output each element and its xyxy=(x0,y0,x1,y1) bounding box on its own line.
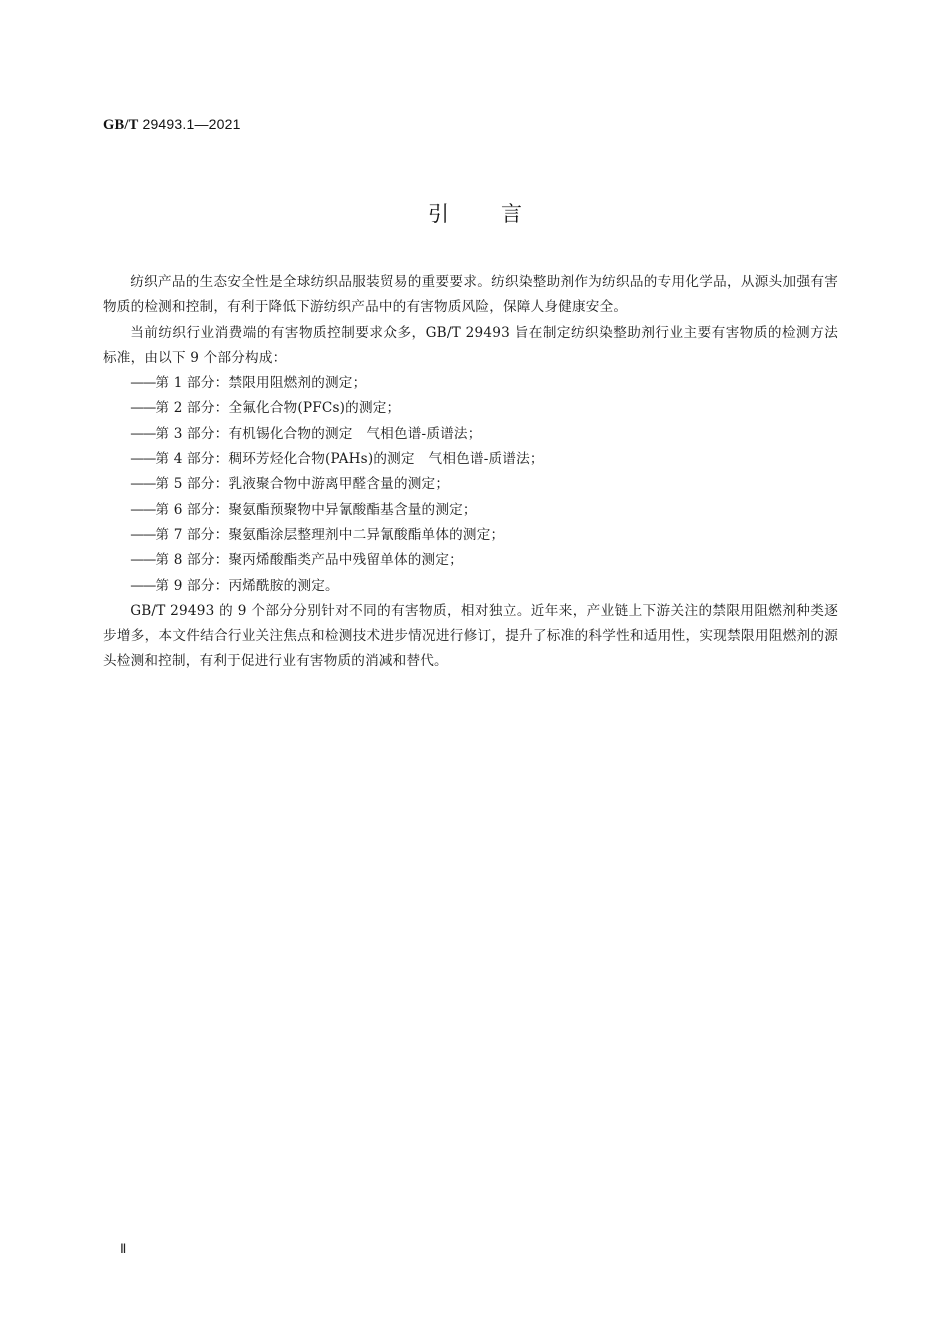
paragraph-2: 当前纺织行业消费端的有害物质控制要求众多，GB/T 29493 旨在制定纺织染整助剂行业主要有害物质的检测方法标准，由以下 9 个部分构成： xyxy=(103,324,838,366)
standard-number-header xyxy=(103,116,241,134)
list-item xyxy=(103,574,838,599)
page-number: Ⅱ xyxy=(120,1241,127,1256)
standard-number: 29493.1—2021 xyxy=(142,116,241,132)
list-item xyxy=(103,498,838,523)
list-item-text: 第 6 部分：聚氨酯预聚物中异氰酸酯基含量的测定； xyxy=(155,501,477,518)
list-item-text: 第 7 部分：聚氨酯涂层整理剂中二异氰酸酯单体的测定； xyxy=(155,526,505,543)
list-dash: —— xyxy=(130,451,156,468)
list-item-text: 第 5 部分：乳液聚合物中游离甲醛含量的测定； xyxy=(155,476,450,493)
list-item-text: 第 9 部分：丙烯酰胺的测定。 xyxy=(155,577,339,594)
list-item-text: 第 4 部分：稠环芳烃化合物(PAHs)的测定 气相色谱-质谱法； xyxy=(155,451,544,468)
introduction-body xyxy=(103,270,838,675)
list-dash: —— xyxy=(130,400,156,417)
list-item xyxy=(103,447,838,472)
list-item xyxy=(103,422,838,447)
list-dash: —— xyxy=(130,552,156,569)
list-item xyxy=(103,523,838,548)
standard-prefix: GB/T xyxy=(103,117,139,133)
list-dash: —— xyxy=(130,425,156,442)
paragraph-1: 纺织产品的生态安全性是全球纺织品服装贸易的重要要求。纺织染整助剂作为纺织品的专用化学品，从源头加强有害物质的检测和控制，有利于降低下游纺织产品中的有害物质风险，保障人身健康安全。 xyxy=(103,274,838,316)
list-dash: —— xyxy=(130,501,156,518)
list-dash: —— xyxy=(130,476,156,493)
list-dash: —— xyxy=(130,577,156,594)
list-item-text: 第 3 部分：有机锡化合物的测定 气相色谱-质谱法； xyxy=(155,425,482,442)
list-item xyxy=(103,548,838,573)
list-item xyxy=(103,396,838,421)
list-item xyxy=(103,371,838,396)
title-char-2: 言 xyxy=(501,202,522,226)
list-item-text: 第 2 部分：全氟化合物(PFCs)的测定； xyxy=(155,400,401,417)
list-dash: —— xyxy=(130,526,156,543)
list-item-text: 第 8 部分：聚丙烯酸酯类产品中残留单体的测定； xyxy=(155,552,463,569)
section-title xyxy=(0,198,950,228)
list-item xyxy=(103,472,838,497)
paragraph-3: GB/T 29493 的 9 个部分分别针对不同的有害物质，相对独立。近年来，产业链上下游关注的禁限用阻燃剂种类逐步增多，本文件结合行业关注焦点和检测技术进步情况进行修订，提升了标准的科学性和适用性，实现禁限用阻燃剂的源头检测和控制，有利于促进行业有害物质的消减和替代。 xyxy=(103,602,838,670)
title-char-1: 引 xyxy=(428,202,449,226)
list-item-text: 第 1 部分：禁限用阻燃剂的测定； xyxy=(155,375,367,392)
list-dash: —— xyxy=(130,375,156,392)
